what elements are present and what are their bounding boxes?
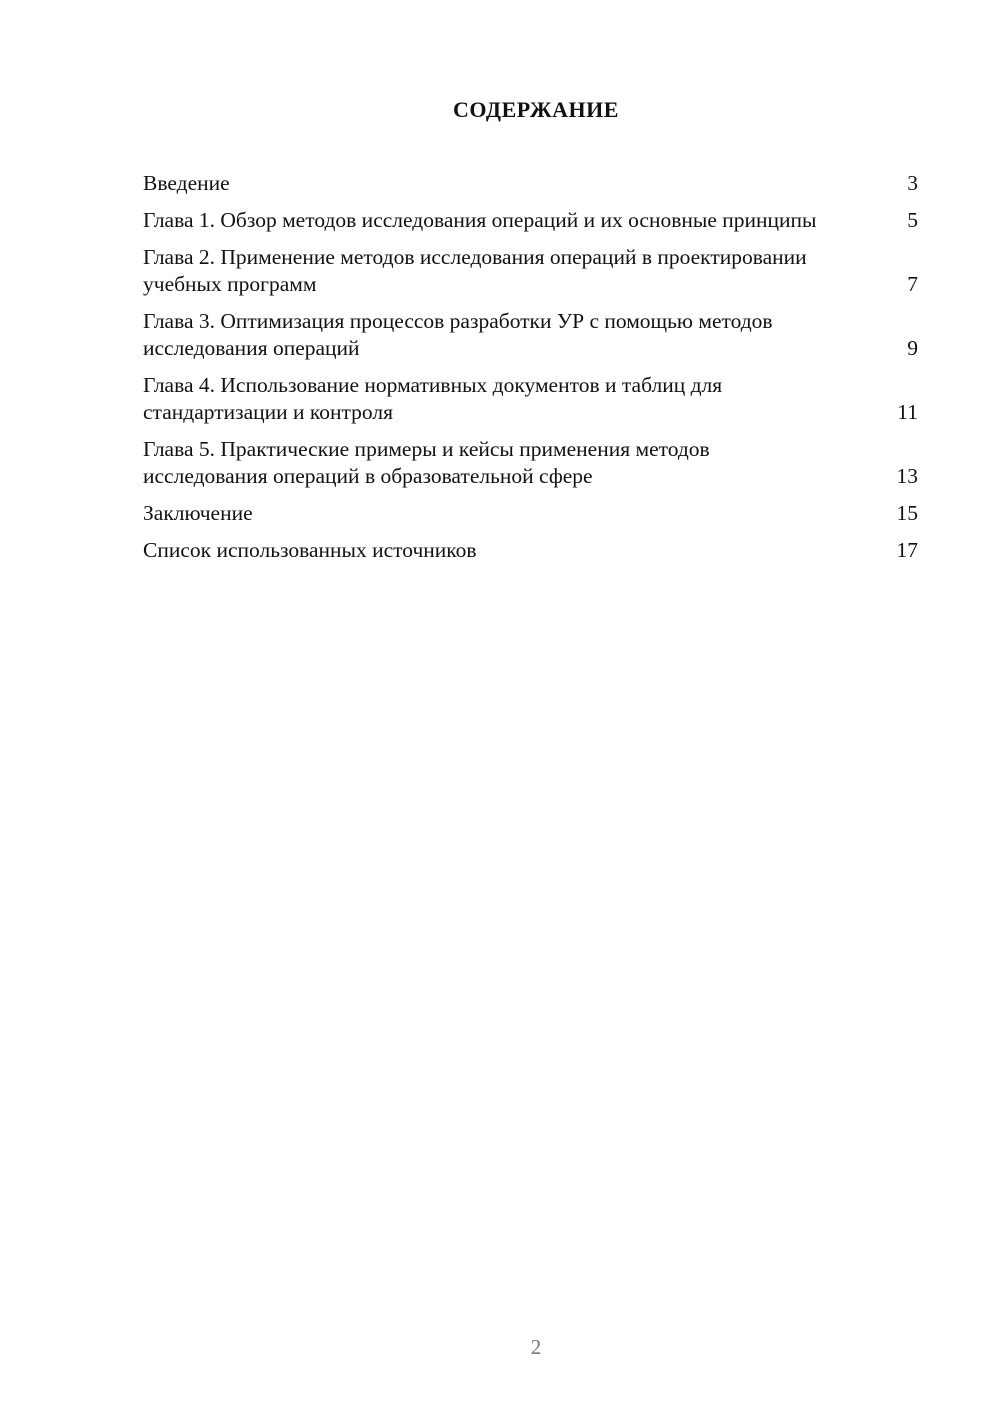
toc-entry-text: Глава 5. Практические примеры и кейсы применения методов исследования операций в образовательной сфере [143, 437, 710, 488]
toc-entry-chapter-5 [143, 436, 918, 490]
toc-entry-text: Список использованных источников [143, 538, 477, 562]
toc-entry-page: 13 [896, 464, 918, 488]
toc-entry-page: 15 [896, 501, 918, 525]
toc-entry-page: 17 [896, 538, 918, 562]
toc-entry-page: 3 [907, 171, 918, 195]
toc-entry-chapter-3 [143, 308, 918, 362]
toc-entry-text: Глава 1. Обзор методов исследования операций и их основные принципы [143, 208, 817, 232]
toc-entry-page: 5 [907, 208, 918, 232]
toc-entry-page: 9 [907, 336, 918, 360]
toc-entry-conclusion [143, 500, 918, 527]
toc-entry-text: Глава 3. Оптимизация процессов разработки УР с помощью методов исследования операций [143, 309, 773, 360]
toc-entry-chapter-4 [143, 372, 918, 426]
toc-entry-text: Глава 4. Использование нормативных документов и таблиц для стандартизации и контроля [143, 373, 723, 424]
page-number: 2 [530, 1335, 542, 1359]
toc-entry-references [143, 537, 918, 564]
page-title: СОДЕРЖАНИЕ [453, 97, 619, 122]
toc-entry-text: Введение [143, 171, 230, 195]
toc-entry-page: 11 [897, 400, 918, 424]
toc-entry-page: 7 [907, 272, 918, 296]
toc-entry-chapter-2 [143, 244, 918, 298]
table-of-contents [143, 170, 918, 574]
toc-entry-text: Глава 2. Применение методов исследования операций в проектировании учебных программ [143, 245, 807, 296]
toc-entry-introduction [143, 170, 918, 197]
toc-entry-text: Заключение [143, 501, 253, 525]
toc-entry-chapter-1 [143, 207, 918, 234]
